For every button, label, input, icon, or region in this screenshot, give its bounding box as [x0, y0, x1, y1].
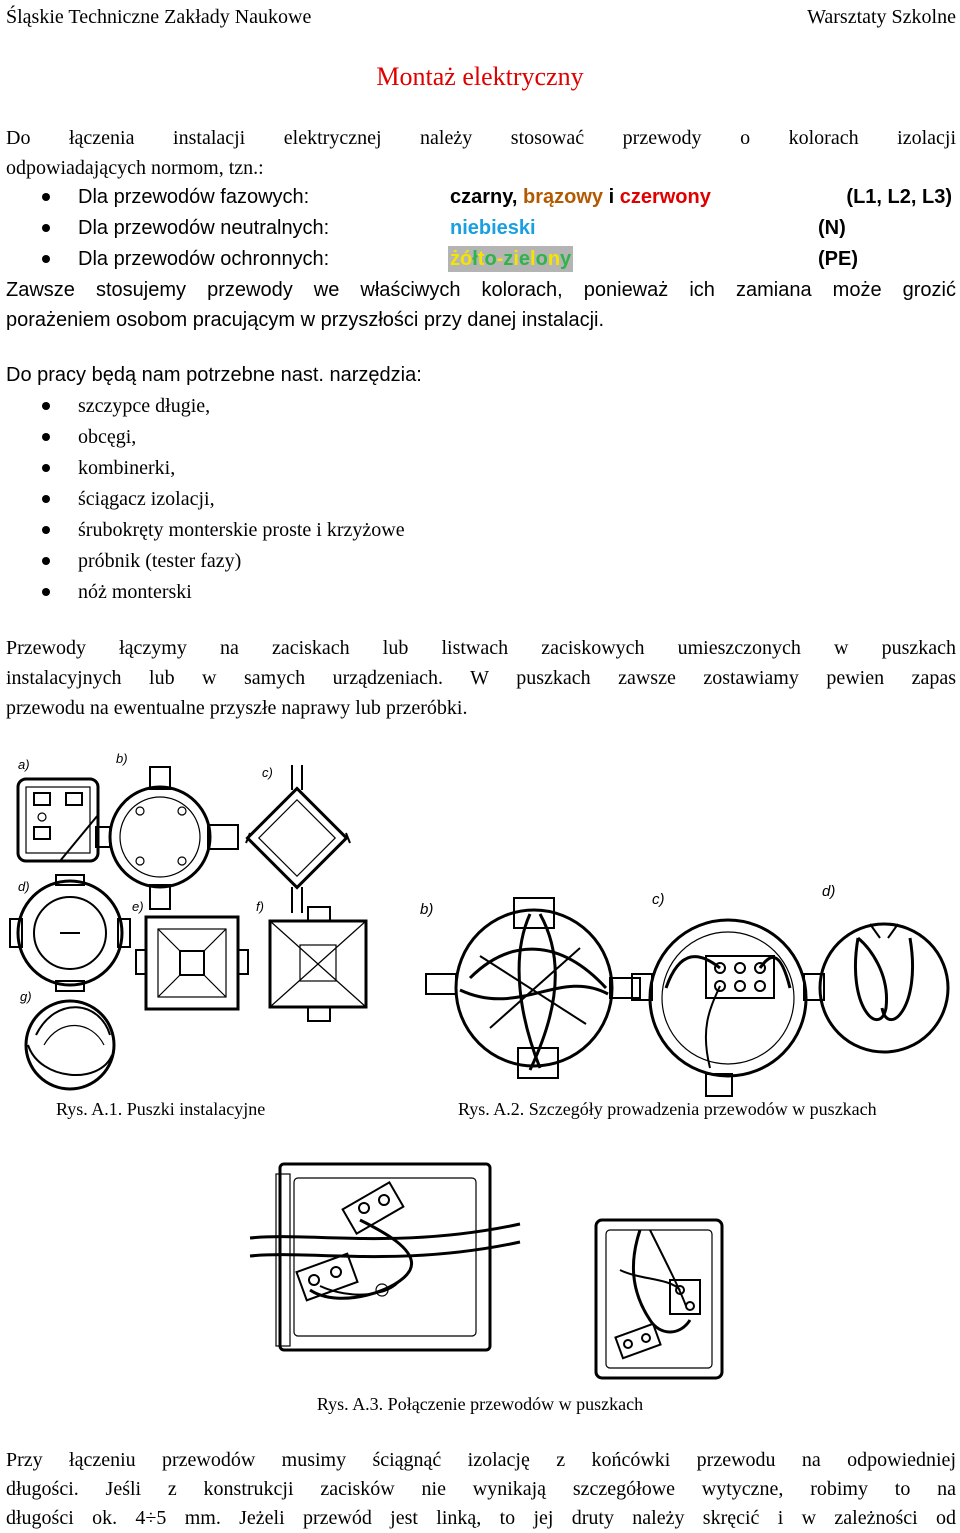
tool-label: nóż monterski	[78, 581, 192, 603]
label-b: b)	[420, 901, 434, 918]
wire-color-segment: niebieski	[450, 217, 536, 239]
box-c	[246, 765, 350, 913]
wire-color-segment: i	[513, 248, 519, 270]
tool-label: kombinerki,	[78, 457, 176, 479]
box-g	[26, 1001, 114, 1089]
box-f	[270, 907, 366, 1021]
bullet-icon	[42, 588, 50, 596]
wire-color-segment: n	[547, 248, 561, 270]
bullet-icon	[42, 402, 50, 410]
detail-d	[820, 924, 948, 1052]
warning-line-2: porażeniem osobom pracującym w przyszłości przy danej instalacji.	[6, 309, 605, 331]
figure-a1-caption: Rys. A.1. Puszki instalacyjne	[56, 1099, 266, 1119]
wire-colors	[448, 246, 573, 272]
box-right	[596, 1220, 722, 1378]
label-a: a)	[18, 757, 30, 772]
wire-color-segment: l	[530, 248, 536, 270]
tool-label: obcęgi,	[78, 426, 137, 448]
closing-line-3: długości ok. 4÷5 mm. Jeżeli przewód jest linką, to jej druty należy skręcić i w zależności od	[6, 1507, 956, 1529]
detail-c	[632, 920, 824, 1096]
box-left	[250, 1164, 520, 1350]
wire-color-segment: ł	[472, 248, 478, 270]
label-g: g)	[20, 989, 32, 1004]
wire-color-segment: żó	[450, 248, 473, 270]
wire-colors	[450, 182, 711, 212]
connections-line-1: Przewody łączymy na zaciskach lub listwach zaciskowych umieszczonych w puszkach	[6, 637, 956, 659]
tool-label: próbnik (tester fazy)	[78, 550, 242, 572]
wire-color-segment: brązowy	[523, 186, 604, 208]
bullet-icon	[42, 193, 50, 201]
label-c: c)	[652, 891, 665, 908]
intro-line-2: odpowiadających normom, tzn.:	[6, 157, 264, 179]
connections-line-3: przewodu na ewentualne przyszłe naprawy lub przeróbki.	[6, 697, 468, 719]
wire-color-segment: i	[603, 186, 620, 208]
wire-color-segment: o	[535, 248, 548, 270]
page-title: Montaż elektryczny	[376, 62, 584, 91]
wire-color-list	[0, 182, 960, 274]
wire-color-segment: e	[518, 248, 531, 270]
box-a	[18, 779, 98, 861]
label-f: f)	[256, 899, 264, 914]
box-b	[96, 767, 238, 909]
bullet-icon	[42, 255, 50, 263]
box-e	[136, 917, 248, 1009]
bullet-icon	[42, 433, 50, 441]
figure-a3-box-connections	[250, 1160, 730, 1392]
tool-label: ściągacz izolacji,	[78, 488, 215, 510]
intro-line-1: Do łączenia instalacji elektrycznej należy stosować przewody o kolorach izolacji	[6, 127, 956, 149]
label-c: c)	[262, 765, 273, 780]
wire-color-segment: czarny,	[450, 186, 518, 208]
wire-color-segment: -	[496, 248, 504, 270]
label-d: d)	[822, 883, 836, 900]
wire-color-segment: z	[503, 248, 514, 270]
warning-line-1: Zawsze stosujemy przewody we właściwych kolorach, ponieważ ich zamiana może grozić	[6, 279, 956, 301]
wire-code: (N)	[818, 217, 846, 239]
tools-intro: Do pracy będą nam potrzebne nast. narzędzia:	[6, 364, 422, 386]
detail-b	[426, 898, 640, 1078]
tool-label: szczypce długie,	[78, 395, 211, 417]
bullet-icon	[42, 526, 50, 534]
label-d: d)	[18, 879, 30, 894]
wire-colors	[450, 213, 536, 243]
bullet-icon	[42, 557, 50, 565]
figure-a2-caption: Rys. A.2. Szczegóły prowadzenia przewodów w puszkach	[458, 1099, 877, 1119]
bullet-icon	[42, 495, 50, 503]
wire-color-segment: czerwony	[619, 186, 711, 208]
bullet-icon	[42, 464, 50, 472]
wire-code: (L1, L2, L3)	[846, 186, 952, 208]
wire-color-segment: y	[560, 248, 572, 270]
closing-line-1: Przy łączeniu przewodów musimy ściągnąć izolację z końcówki przewodu na odpowiedniej	[6, 1449, 956, 1471]
wire-label: Dla przewodów fazowych:	[78, 186, 310, 208]
figure-a2-wiring-details	[410, 878, 958, 1100]
bullet-icon	[42, 224, 50, 232]
wire-code: (PE)	[818, 248, 858, 270]
wire-color-segment: t	[477, 248, 485, 270]
figure-a3-caption: Rys. A.3. Połączenie przewodów w puszkach	[316, 1394, 644, 1414]
connections-line-2: instalacyjnych lub w samych urządzeniach. W puszkach zawsze zostawiamy pewien zapas	[6, 667, 956, 689]
tool-label: śrubokręty monterskie proste i krzyżowe	[78, 519, 405, 541]
wire-label: Dla przewodów neutralnych:	[78, 217, 330, 239]
figure-a1-junction-boxes	[0, 745, 440, 1095]
label-e: e)	[132, 899, 144, 914]
wire-color-segment: o	[484, 248, 497, 270]
header-left: Śląskie Techniczne Zakłady Naukowe	[6, 6, 312, 28]
label-b: b)	[116, 751, 128, 766]
wire-label: Dla przewodów ochronnych:	[78, 248, 330, 270]
closing-line-2: długości. Jeśli z konstrukcji zacisków nie wynikają szczegółowe wytyczne, robimy to na	[6, 1478, 956, 1500]
tools-list	[0, 391, 960, 611]
header-right: Warsztaty Szkolne	[807, 6, 956, 28]
